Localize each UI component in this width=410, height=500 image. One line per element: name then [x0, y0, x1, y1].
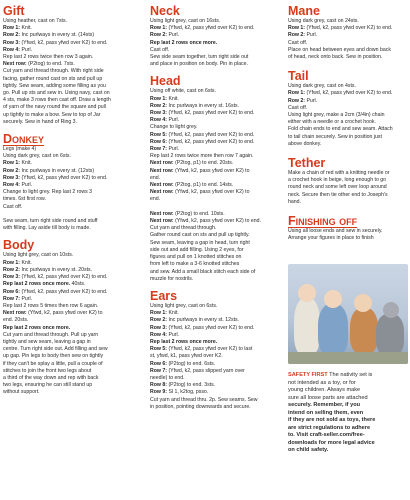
donkey-line: Sew seam, turn right side round and stuff [3, 218, 98, 225]
tail-line: either with a needle or a crochet hook. [288, 119, 376, 126]
donkey-heading: Donkey [3, 132, 45, 147]
tether-line: hand. [288, 198, 301, 205]
donkey-line: Row 4: Purl. [3, 182, 33, 189]
body-line: without support. [3, 389, 40, 396]
gift-line: Row 4: Purl. [3, 46, 33, 53]
ears-line: Row 6: (P2tog) to end. 6sts. [150, 360, 216, 367]
row-label: Row 1: [150, 25, 168, 32]
head-line: figures and pull on 1 knotted stitches on [150, 254, 242, 261]
ears-line [150, 339, 284, 346]
row-label: Row 2: [3, 266, 21, 273]
donkey-line: Legs (make 4) [3, 146, 37, 153]
row-label: Rep last 2 rows once more. [150, 338, 218, 345]
head-line: from left to make a 3-6 knotted stitches [150, 261, 240, 268]
donkey-line: Cast off. [3, 203, 23, 210]
head-line: Row 3: (Yfwd, k2, pass yfwd over K2) to end. [150, 110, 255, 117]
body-line: Row 2: Inc purlways in every st. 20sts. [3, 266, 93, 273]
column-2 [150, 4, 284, 411]
neck-line: and place in position on body. Pin in place. [150, 61, 248, 68]
safety-first-box [288, 372, 408, 498]
mane-line: Row 1: (Yfwd, k2, pass yfwd over K2) to end. [288, 25, 393, 32]
head-line: side out and add filling. Using 2 eyes, for [150, 246, 244, 253]
row-label: Row 7: [3, 295, 21, 302]
row-label: Row 5: [150, 346, 168, 353]
row-label: Row 1: [3, 25, 21, 32]
mane-heading: Mane [288, 4, 320, 18]
donkey-line: Change to light grey. Rep last 2 rows 3 [3, 189, 93, 196]
gift-line: of yarn of the navy round the square and pull [3, 104, 106, 111]
head-line: Next row: (Yfwd, k2, pass yfwd over K2) to [150, 189, 250, 196]
gift-line: Row 1: Knit. [3, 25, 32, 32]
safety-line: not intended as a toy, or for [288, 379, 356, 386]
column-3 [288, 4, 408, 242]
row-label: Row 7: [150, 367, 168, 374]
row-label: Row 2: [3, 167, 21, 174]
body-line: centre. Turn right side out. Add filling and sew [3, 346, 108, 353]
row-label: Next row: [150, 160, 174, 167]
head-line: Rep last 2 rows twice more then row 7 again. [150, 153, 254, 160]
gift-heading: Gift [3, 4, 25, 18]
body-line: Next row: (Yfwd, k2, pass yfwd over K2) to [3, 310, 103, 317]
ears-line: Row 5: (Yfwd, k2, pass yfwd over K2) to last [150, 346, 253, 353]
gift-line: Next row: (P2tog) to end. 7sts. [3, 61, 75, 68]
tail-line: Using light grey, make a 2cm (3/4in) chain [288, 112, 385, 119]
tether-line: a crochet hook in beige, long enough to go [288, 177, 387, 184]
body-line: if they can't be splay a little, pull a couple of [3, 360, 103, 367]
row-label: Row 4: [3, 46, 21, 53]
head-heading: Head [150, 74, 181, 89]
row-label: Row 3: [3, 274, 21, 281]
head-line: Sew seam, leaving a gap in head, turn right [150, 239, 250, 246]
gift-line: Rep last 2 rows twice then row 3 again. [3, 54, 94, 61]
safety-line: on child safety. [288, 447, 329, 453]
neck-line: Sew side seam together, turn right side out [150, 54, 249, 61]
body-line: Row 7: Purl. [3, 295, 33, 302]
gift-line: Using heather, cast on 7sts. [3, 18, 68, 24]
safety-line: sure all loose parts are attached [288, 394, 368, 401]
finishing-line: Arrange your figures in place to finish [288, 235, 374, 242]
safety-line: downloads for more legal advice [288, 439, 375, 446]
ears-line: Row 8: (P2tog) to end. 3sts. [150, 382, 216, 389]
donkey-line: with filling. Lay aside till body is made. [3, 225, 91, 232]
body-line: a third of the way down and rep with back [3, 374, 99, 381]
row-label: Next row: [150, 167, 174, 174]
donkey-line: Row 1: Knit. [3, 160, 32, 167]
row-label: Next row: [150, 189, 174, 196]
body-line: Row 6: (Yfwd, k2, pass yfwd over K2) to end. [3, 288, 108, 295]
gift-line: Row 2: Inc purlways in every st. (14sts) [3, 32, 95, 39]
head-line: end. [150, 174, 161, 181]
safety-line: SAFETY FIRST The nativity set is [288, 372, 373, 378]
body-line [3, 325, 137, 332]
neck-heading: Neck [150, 4, 180, 18]
nativity-figures-photo [288, 264, 408, 364]
body-line: tightly and sew seam, leaving a gap in [3, 338, 91, 345]
safety-line: securely. Remember, if you [288, 402, 361, 408]
head-line: Cut yarn and thread through. [150, 225, 217, 232]
safety-line: young children. Always make [288, 387, 361, 393]
row-label: Row 9: [150, 389, 168, 396]
body-line: Rep last 2 rows 5 times then row 6 again. [3, 302, 99, 309]
head-line: Next row: (P2tog, p1) to end. 14sts. [150, 182, 234, 189]
body-heading: Body [3, 238, 35, 253]
column-1 [3, 4, 137, 397]
mane-line: Row 2: Purl. [288, 32, 318, 39]
row-label: Next row: [3, 310, 27, 317]
head-line: Change to light grey. [150, 124, 198, 131]
tether-line: neck. Secure then tie other end to Joseph's [288, 191, 388, 198]
tail-line: to tail chain securely. Sew in position just [288, 133, 382, 140]
row-label: Row 2: [150, 317, 168, 324]
gift-line: tightly. Sew seam, adding some filling as you [3, 82, 106, 89]
body-line: stitches to join the front two legs about [3, 367, 92, 374]
row-label: Row 1: [288, 90, 306, 97]
ears-line: st, yfwd, k1, pass yfwd over K2. [150, 353, 223, 360]
ears-line: Row 9: Sl 1, k2tog, psso. [150, 389, 209, 396]
finishing-line: Using all loose ends and sew in securely. [288, 228, 383, 235]
row-label: Rep last 2 rows once more. [3, 281, 71, 288]
head-line: muzzle for nostrils. [150, 275, 194, 282]
row-label: Row 3: [3, 39, 21, 46]
donkey-line: times. 6st first row. [3, 196, 46, 203]
body-line: Row 3: (Yfwd, k2, pass yfwd over K2) to end. [3, 274, 108, 281]
ears-line: Cut yarn and thread thru. 2p. Sew seams. Sew [150, 396, 258, 403]
gift-line: securely. Sew in hand of Ring 3. [3, 118, 78, 125]
tail-line: Row 1: (Yfwd, k2, pass yfwd over K2) to end. [288, 90, 393, 97]
mane-line: Cast off. [288, 39, 308, 46]
ears-line: Row 3: (Yfwd, k2, pass yfwd over K2) to end. [150, 324, 255, 331]
row-label: Rep last 2 rows once more. [3, 324, 71, 331]
head-line: Next row: (Yfwd, k2, pass yfwd over K2) to end. [150, 218, 262, 225]
gift-line: up tightly to make a bow. Sew to top of Jar [3, 111, 101, 118]
row-label: Row 1: [3, 160, 21, 167]
row-label: Row 7: [150, 146, 168, 153]
body-line: two legs, ensuring he can still stand up [3, 382, 93, 389]
row-label: Row 4: [150, 117, 168, 124]
gift-line: Row 3: (Yfwd, k2, pass yfwd over K2) to end. [3, 39, 108, 46]
row-label: Row 3: [150, 110, 168, 117]
ears-line: Row 4: Purl. [150, 331, 180, 338]
row-label: Row 6: [150, 138, 168, 145]
safety-line: intend on selling them, even [288, 409, 364, 416]
mane-line: of head, neck onto back. Sew in position. [288, 54, 383, 61]
head-line: Row 2: Inc purlways in every st. 16sts. [150, 102, 240, 109]
row-label: Row 2: [150, 102, 168, 109]
ears-heading: Ears [150, 288, 178, 303]
row-label: Next row: [150, 182, 174, 189]
head-line: Row 1: Knit. [150, 95, 179, 102]
head-line: Next row: (Yfwd, k2, pass yfwd over K2) to [150, 167, 250, 174]
row-label: Row 3: [150, 324, 168, 331]
row-label: Row 1: [150, 310, 168, 317]
tail-line: Cast off. [288, 104, 308, 111]
tether-heading: Tether [288, 156, 326, 171]
head-line [150, 204, 284, 211]
ears-line: needle) to end. [150, 374, 185, 381]
row-label: Row 1: [3, 259, 21, 266]
safety-line: are strict regulations to adhere [288, 424, 371, 431]
head-line: Row 5: (Yfwd, k2, pass yfwd over K2) to end. [150, 131, 255, 138]
row-label: Row 2: [150, 32, 168, 39]
safety-line: if they are not sold as toys, there [288, 417, 376, 423]
row-label: Row 1: [150, 95, 168, 102]
row-label: Rep last 2 rows once more. [150, 39, 218, 46]
row-label: Row 4: [3, 182, 21, 189]
body-line: Row 1: Knit. [3, 259, 32, 266]
safety-label: SAFETY FIRST [288, 372, 328, 378]
row-label: Row 2: [288, 32, 306, 39]
mane-line: Using dark grey, cast on 24sts. [288, 18, 359, 24]
row-label: Row 6: [3, 288, 21, 295]
head-line: Next row: (P2tog, p1) to end. 20sts. [150, 160, 234, 167]
donkey-line: Row 2: Inc purlways in every st. (12sts) [3, 167, 95, 174]
head-line: and sew. Add a small black stitch each side of [150, 268, 256, 275]
head-line: Next row: (P2tog) to end. 10sts. [150, 210, 225, 217]
head-line: Gather round cast on sts and pull up tightly. [150, 232, 250, 239]
tether-line: Make a chain of red with a knitting needle or [288, 170, 390, 177]
body-line: Using light grey, cast on 10sts. [3, 252, 74, 259]
row-label: Row 6: [150, 360, 168, 367]
body-line: Cut yarn and thread through. Pull up yarn [3, 331, 99, 338]
gift-line: facing, gather round cast on sts and pull up [3, 75, 103, 82]
ears-line: Row 2: Inc purlways in every st. 12sts. [150, 317, 240, 324]
tail-line: Using dark grey, cast on 4sts. [288, 83, 356, 90]
tail-heading: Tail [288, 69, 309, 84]
tail-line: Fold chain ends to end and sew seam. Attach [288, 126, 393, 133]
gift-line: go. Pull up sts and sew in. Using navy, cast on [3, 90, 110, 97]
ears-line: Using light grey, cast on 6sts. [150, 302, 218, 309]
row-label: Row 2: [3, 32, 21, 39]
finishing-heading: Finishing off [288, 214, 358, 229]
ears-line: Row 7: (Yfwd, k2, pass slipped yarn over [150, 367, 245, 374]
tether-line: round neck and some left over loop around [288, 184, 387, 191]
neck-line: Row 2: Purl. [150, 32, 180, 39]
body-line: up gap. Pin legs to body then sew on tightly [3, 353, 104, 360]
tail-line: Row 2: Purl. [288, 97, 318, 104]
ears-line: in position, pointing downwards and secure. [150, 403, 251, 410]
row-label: Row 1: [288, 25, 306, 32]
gift-line: Cut yarn and thread through. With right side [3, 68, 104, 75]
body-line: Rep last 2 rows once more. 40sts. [3, 281, 86, 288]
row-label: Next row: [150, 210, 174, 217]
tail-line: above donkey. [288, 140, 322, 147]
gift-line: 4 sts, make 3 rows then cast off. Draw a length [3, 97, 111, 104]
donkey-line [3, 211, 137, 218]
row-label: Row 4: [150, 331, 168, 338]
neck-line: Cast off. [150, 46, 170, 53]
head-line: Row 4: Purl. [150, 117, 180, 124]
head-line: end. [150, 196, 161, 203]
neck-line: Row 1: (Yfwd, k2, pass yfwd over K2) to end. [150, 25, 255, 32]
row-label: Row 2: [288, 97, 306, 104]
donkey-line: Row 3: (Yfwd, k2, pass yfwd over K2) to end. [3, 174, 108, 181]
mane-line: Place on head between eyes and down back [288, 46, 391, 53]
safety-line: to. Visit craft-seller.com/free- [288, 432, 365, 438]
row-label: Next row: [150, 218, 174, 225]
donkey-line: Using dark grey, cast on 6sts. [3, 153, 71, 160]
row-label: Next row: [3, 61, 27, 68]
neck-line [150, 40, 284, 47]
head-line: Row 6: (Yfwd, k2, pass yfwd over K2) to end. [150, 138, 255, 145]
row-label: Row 3: [3, 174, 21, 181]
head-line: Using off white, cast on 6sts. [150, 88, 216, 95]
row-label: Row 8: [150, 382, 168, 389]
head-line: Row 7: Purl. [150, 146, 180, 153]
ears-line: Row 1: Knit. [150, 310, 179, 317]
neck-line: Using light grey, cast on 16sts. [150, 18, 221, 24]
row-label: Row 5: [150, 131, 168, 138]
body-line: end. 20sts. [3, 317, 29, 324]
